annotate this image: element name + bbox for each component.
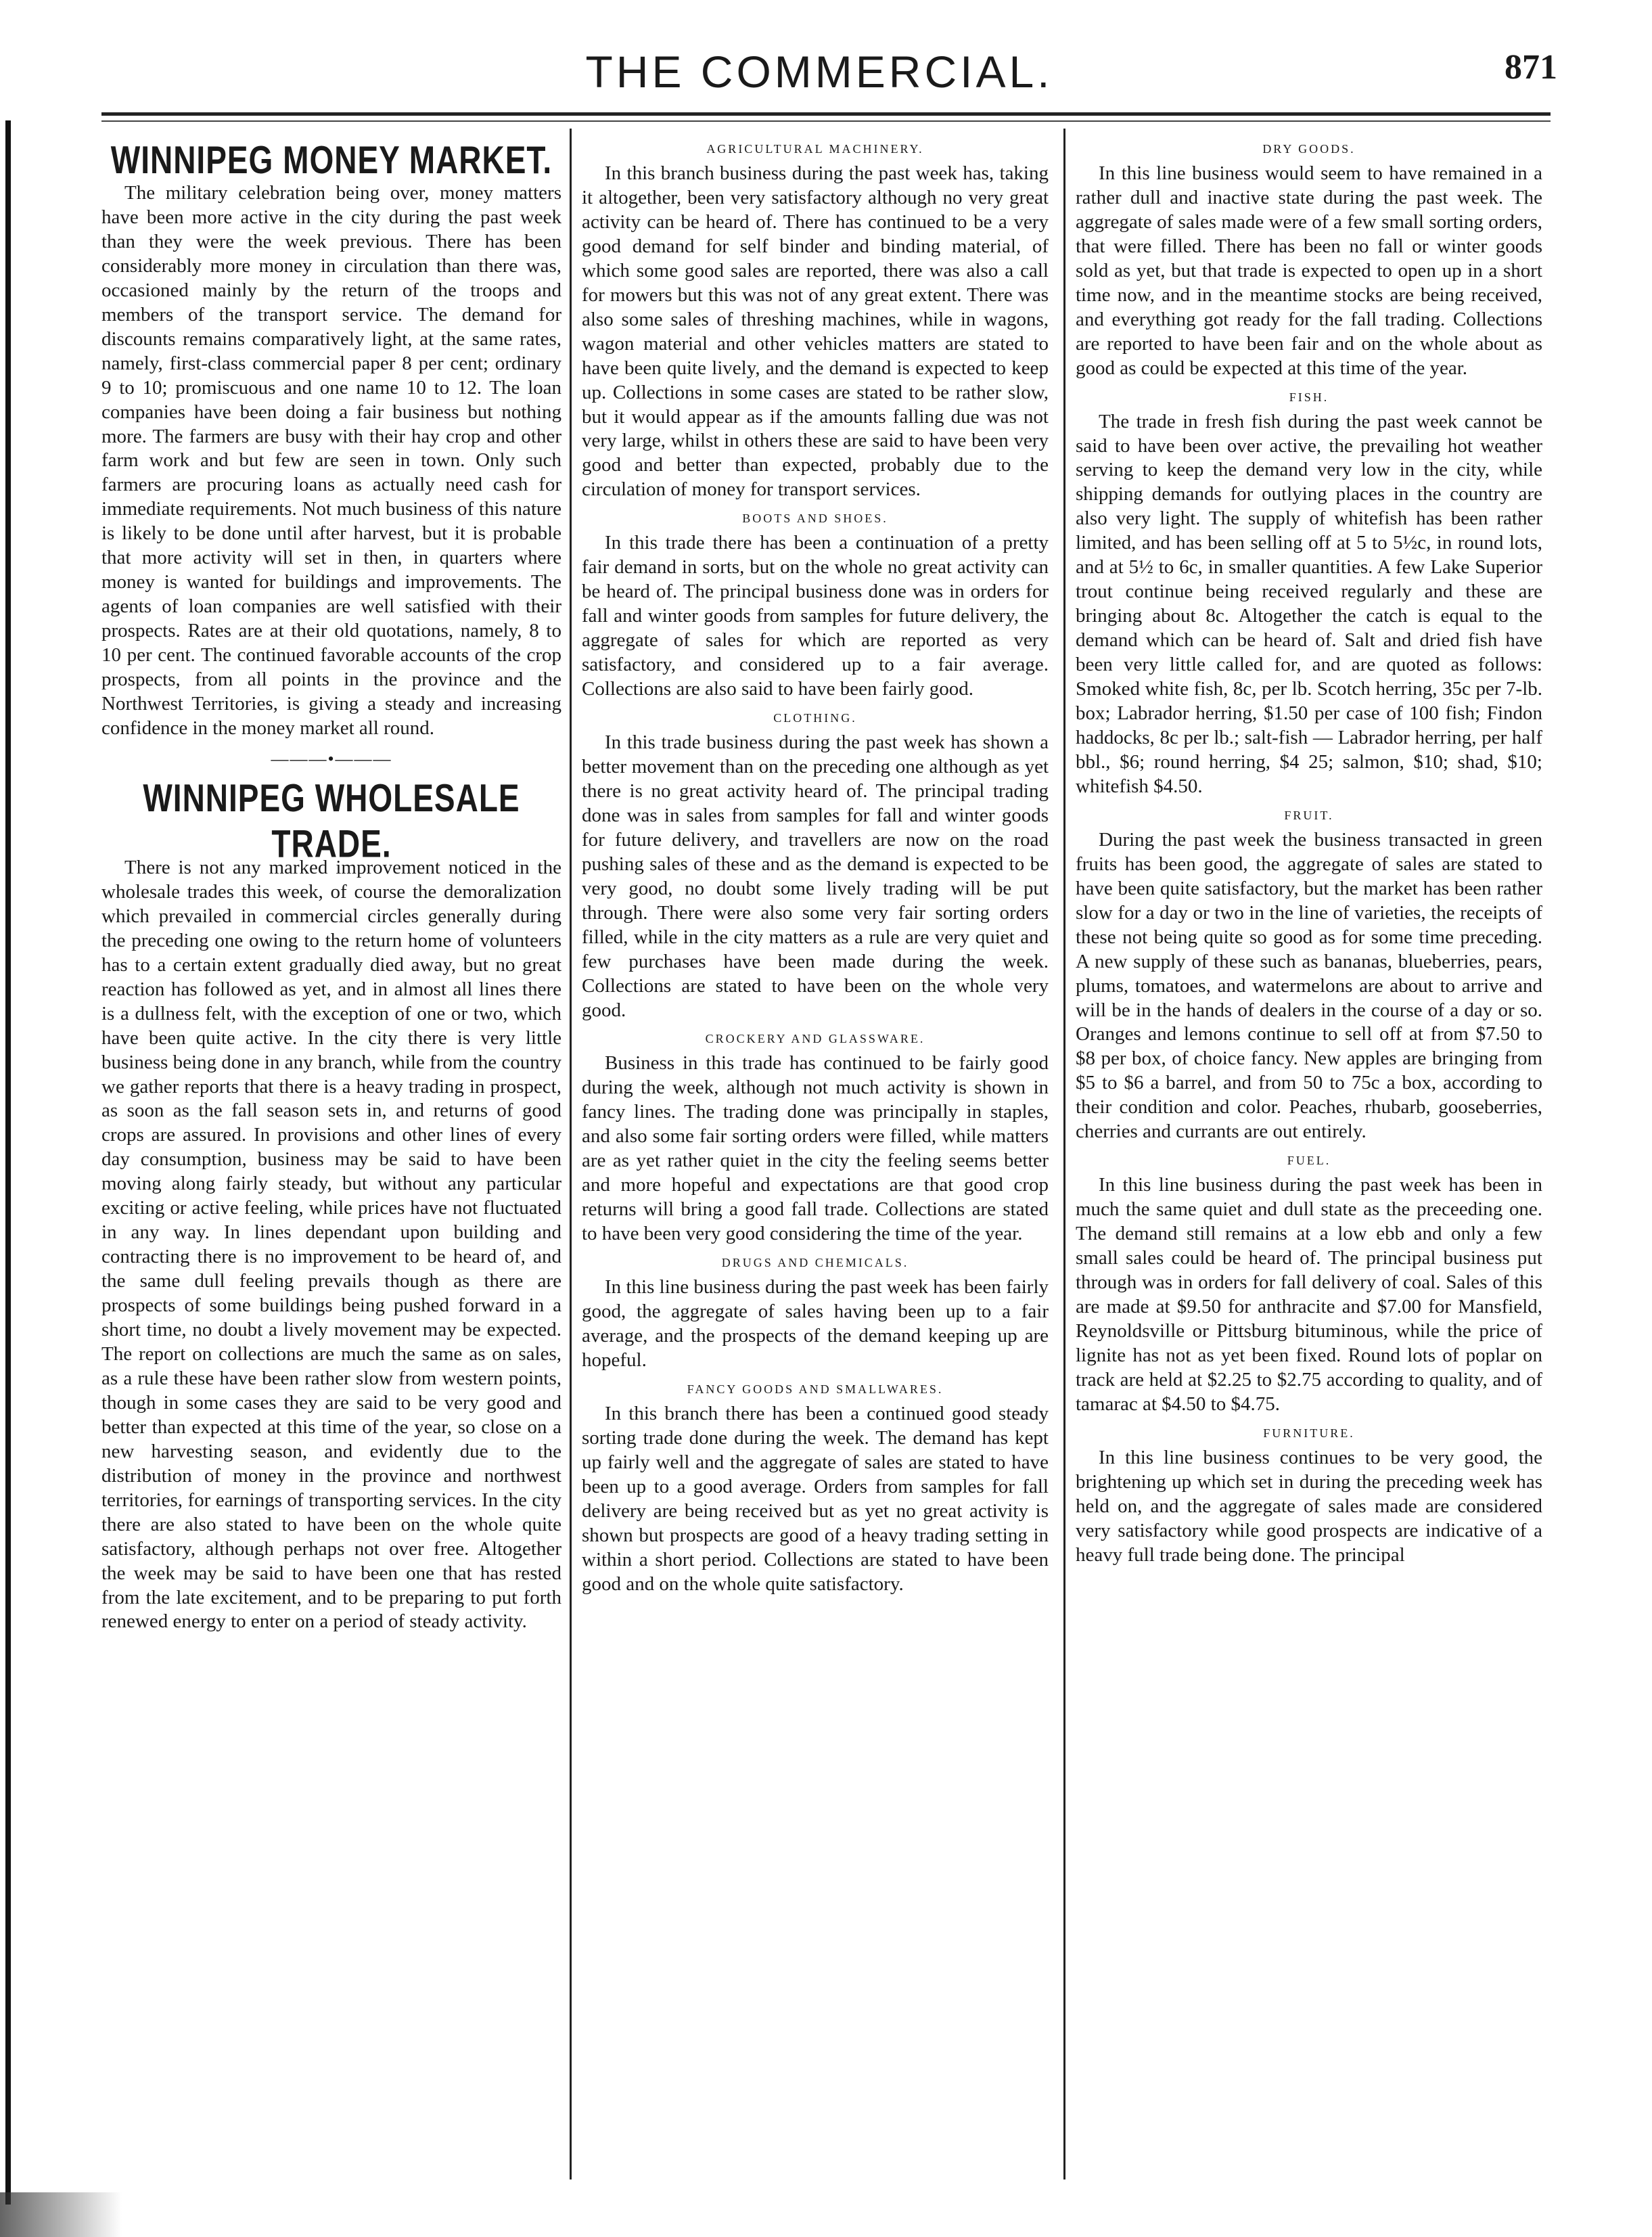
boots-heading: BOOTS AND SHOES.	[742, 512, 888, 526]
clothing-heading: CLOTHING.	[773, 711, 857, 725]
furniture-heading: FURNITURE.	[1263, 1426, 1355, 1440]
agri-text: In this branch business during the past week has, taking it altogether, been very satisfactory although no very great activity can be heard of. There has continued to be a very good demand for self binder and binding material, of which some good sales are reported, there was also a call for mowers but this was not of any great extent. There was also some sales of threshing machines, while in wagons, wagon material and other vehicles matters are stated to have been quite lively, and the demand is expected to keep up. Collections in some cases are stated to be rather slow, but it would appear as if the amounts falling due was not very large, whilst in others these are said to have been very good and better than expected, probably due to the circulation of money for transport services.	[582, 162, 1049, 501]
crockery-heading: CROCKERY AND GLASSWARE.	[705, 1032, 925, 1046]
furniture-text: In this line business continues to be very good, the brightening up which set in during the preceding week has held on, and the aggregate of sales made are considered very satisfactory while good prospects are indicative of a heavy full trade being done. The principal	[1076, 1446, 1542, 1566]
fuel-heading: FUEL.	[1287, 1154, 1331, 1168]
wholesale-trade-text: There is not any marked improvement noticed in the wholesale trades this week, of course the demoralization which prevailed in commercial circles generally during the preceding one owing to the return home of volunteers has to a certain extent gradually died away, but no great reaction has followed as yet, and in almost all lines there is a dullness felt, with the exception of one or two, which have been quite active. In the city there is very little business being done in any branch, while from the country we gather reports that there is a heavy trading in prospect, as soon as the fall season sets in, and returns of good crops are assured. In provisions and other lines of every day consumption, business may be said to have been moving along fairly steady, but without any particular exciting or active feeling, while prices have not fluctuated in any way. In lines dependant upon building and contracting there is no improvement to be heard of, and the same dull feeling prevails though as there are prospects of some buildings being pushed forward in a short time, no doubt a lively movement may be expected. The report on collections are much the same as on sales, as a rule these have been rather slow from western points, though in some cases they are said to be very good and better than expected at this time of the year, so close on a new harvesting season, and evidently due to the distribution of money in the province and northwest territories, for earnings of transporting services. In the city there are also stated to have been on the whole quite satisfactory, although perhaps not over free. Altogether the week may be said to have been one that has rested from the late excitement, and to be preparing to put forth renewed energy to enter on a period of steady activity.	[101, 856, 561, 1633]
fruit-heading: FRUIT.	[1284, 808, 1334, 822]
fancy-goods-text: In this branch there has been a continued good steady sorting trade done during the week. The demand has kept up fairly well and the aggregate of sales are stated to have been up to a good average. Orders from samples for fall delivery are being received but as yet no great activity is shown but prospects are good of a heavy trading setting in within a short period. Collections are stated to have been good and on the whole quite satisfactory.	[582, 1402, 1049, 1595]
crockery-text: Business in this trade has continued to be fairly good during the week, although not much activity is shown in fancy lines. The trading done was principally in staples, and also some fair sorting orders were filled, while matters are as yet rather quiet in the city the feeling seems better and more hopeful and expectations are that good crop returns will bring a good fall trade. Collections are stated to have been very good considering the time of the year.	[582, 1052, 1049, 1245]
binding-edge	[5, 120, 11, 2205]
page-header	[81, 39, 1557, 107]
wholesale-trade-heading: WINNIPEG WHOLESALE TRADE.	[143, 775, 520, 865]
drugs-text: In this line business during the past week has been fairly good, the aggregate of sales having been up to a fair average, and the prospects of the demand keeping up are hopeful.	[582, 1276, 1049, 1371]
dry-goods-text: In this line business would seem to have remained in a rather dull and inactive state during the past week. The aggregate of sales made were of a few small sorting orders, that were filled. There has been no fall or winter goods sold as yet, but that trade is expected to open up in a short time now, and in the meantime stocks are being received, and everything got ready for the fall trading. Collections are reported to have been fair and on the whole about as good as could be expected at this time of the year.	[1076, 162, 1542, 379]
section-separator: ———•———	[271, 748, 392, 769]
page-number: 871	[1505, 48, 1557, 87]
fish-text: The trade in fresh fish during the past week cannot be said to have been over active, the prevailing hot weather serving to keep the demand very low in the city, while shipping demands for outlying places in the country are also very light. The supply of whitefish has been rather limited, and has been selling off at 5 to 5½c, in round lots, and at 5½ to 6c, in smaller quantities. A few Lake Superior trout continue being received regularly and these are bringing about 8c. Altogether the catch is equal to the demand which can be heard of. Salt and dried fish have been very little called for, and are quoted as follows: Smoked white fish, 8c, per lb. Scotch herring, 35c per 7-lb. box; Labrador herring, $1.50 per case of 100 fish; Findon haddocks, 8c per lb.; salt-fish — Labrador herring, per half bbl., $6; round herring, $4 25; salmon, $10; shad, $10; whitefish $4.50.	[1076, 410, 1542, 797]
fish-heading: FISH.	[1289, 390, 1329, 404]
scan-artifact	[0, 2192, 122, 2237]
column-1	[101, 133, 561, 2176]
fancy-goods-heading: FANCY GOODS AND SMALLWARES.	[687, 1382, 944, 1396]
column-divider-2	[1063, 129, 1065, 2179]
masthead-title: THE COMMERCIAL.	[585, 47, 1053, 97]
fruit-text: During the past week the business transacted in green fruits has been good, the aggregate of sales are stated to have been quite satisfactory, but the market has been rather slow for a day or two in the line of varieties, the receipts of these not being quite so good as for some time preceding. A new supply of these such as bananas, blueberries, pears, plums, tomatoes, and watermelons are about to arrive and will be in the hands of dealers in the course of a day or so. Oranges and lemons continue to sell off at from $7.50 to $8 per box, of choice fancy. New apples are bringing from $5 to $6 a barrel, and from 50 to 75c a box, according to their condition and color. Peaches, rhubarb, gooseberries, cherries and currants are out entirely.	[1076, 828, 1542, 1143]
header-rule	[101, 112, 1551, 116]
header-rule-thin	[101, 120, 1551, 122]
clothing-text: In this trade business during the past week has shown a better movement than on the preceding one although as yet there is no great activity heard of. The principal trading done was in sales from samples for fall and winter goods for future delivery, and travellers are now on the road pushing sales of these and as the demand is expected to be very good, no doubt some lively trading will be put through. There were also some very fair sorting orders filled, while in the city matters as a rule are very quiet and few purchases have been made during the week. Collections are stated to have been on the whole very good.	[582, 731, 1049, 1021]
money-market-heading: WINNIPEG MONEY MARKET.	[110, 137, 553, 182]
column-divider-1	[570, 129, 572, 2179]
column-2	[582, 133, 1049, 2176]
dry-goods-heading: DRY GOODS.	[1262, 142, 1356, 156]
agri-heading: AGRICULTURAL MACHINERY.	[706, 142, 924, 156]
boots-text: In this trade there has been a continuation of a pretty fair demand in sorts, but on the whole no great activity can be heard of. The principal business done was in orders for fall and winter goods from samples for future delivery, the aggregate of sales for which are reported as very satisfactory, and considered up to a fair average. Collections are also said to have been fairly good.	[582, 532, 1049, 700]
drugs-heading: DRUGS AND CHEMICALS.	[721, 1256, 909, 1270]
fuel-text: In this line business during the past week has been in much the same quiet and dull state as the preceeding one. The demand still remains at a low ebb and only a few small sales could be heard of. The principal business put through was in orders for fall delivery of coal. Sales of this are made at $9.50 for anthracite and $7.00 for Mansfield, Reynoldsville or Pittsburg bituminous, while the price of lignite has not as yet been fixed. Round lots of poplar on track are held at $2.25 to $2.75 according to quality, and of tamarac at $4.50 to $4.75.	[1076, 1174, 1542, 1415]
column-3	[1076, 133, 1542, 2176]
money-market-text: The military celebration being over, money matters have been more active in the city during the past week than they were the week previous. There has been considerably more money in circulation than there was, occasioned mainly by the return of the troops and members of the transport service. The demand for discounts remains comparatively light, at the same rates, namely, first-class commercial paper 8 per cent; ordinary 9 to 10; promiscuous and one name 10 to 12. The loan companies have been doing a fair business but nothing more. The farmers are busy with their hay crop and other farm work and but few are seen in town. Only such farmers are procuring loans as actually need cash for immediate requirements. Not much business of this nature is likely to be done until after harvest, but it is probable that more activity will set in then, in quarters where money is wanted for buildings and improvements. The agents of loan companies are well satisfied with their prospects. Rates are at their old quotations, namely, 8 to 10 per cent. The continued favorable accounts of the crop prospects, from all points in the province and the Northwest Territories, is giving a steady and increasing confidence in the money market all round.	[101, 182, 561, 739]
